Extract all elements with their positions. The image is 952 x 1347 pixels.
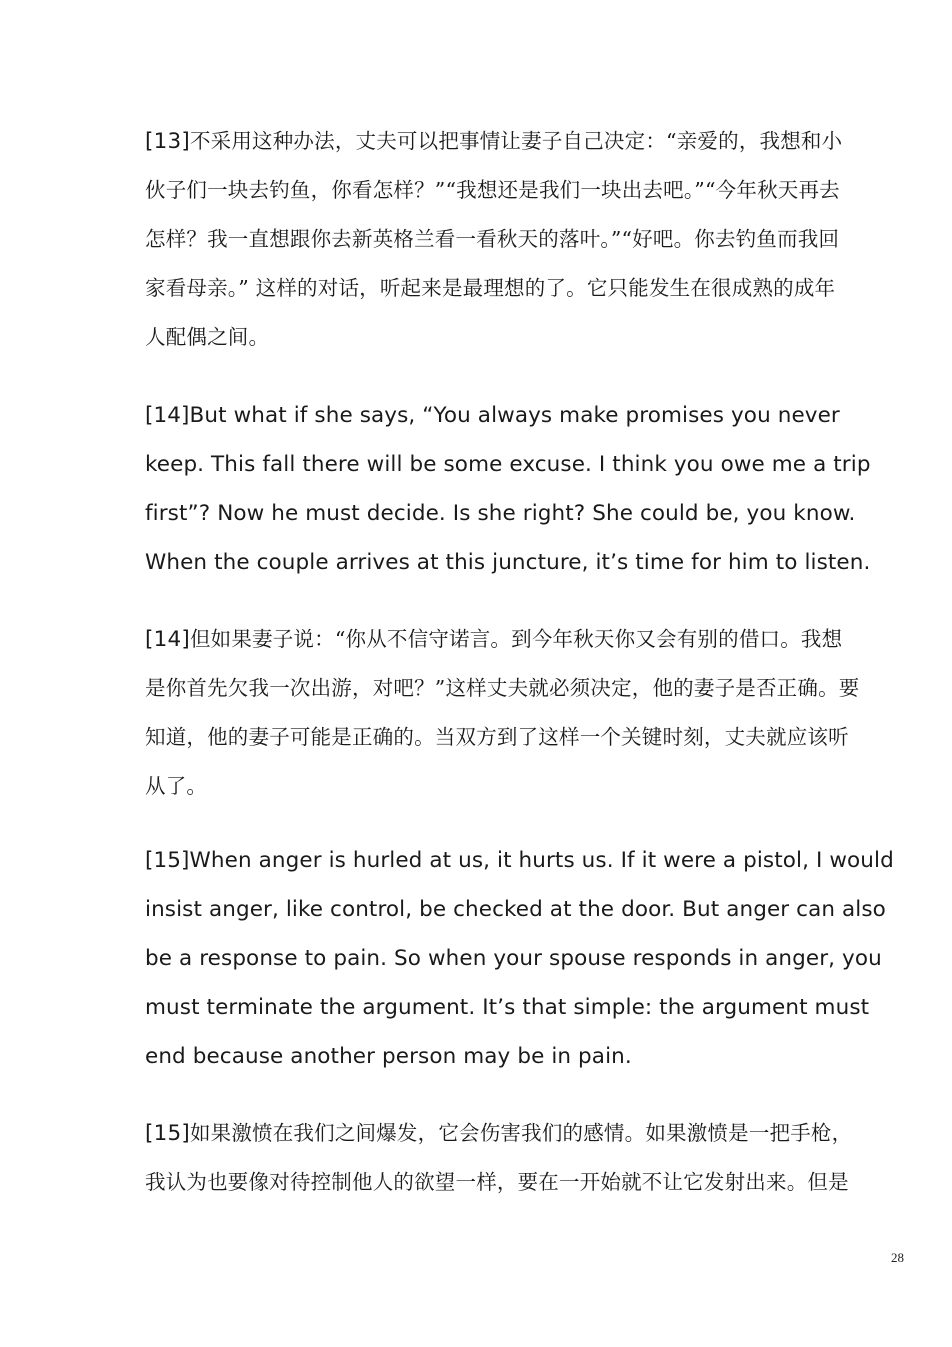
paragraph-line: 知道，他的妻子可能是正确的。当双方到了这样一个关键时刻，丈夫就应该听 — [145, 725, 849, 749]
paragraph-line: 怎样？我一直想跟你去新英格兰看一看秋天的落叶。”“好吧。你去钓鱼而我回 — [145, 227, 840, 251]
paragraph-line: [14]But what if she says, “You always make promises you never — [145, 403, 840, 428]
paragraph-line: 我认为也要像对待控制他人的欲望一样，要在一开始就不让它发射出来。但是 — [145, 1170, 849, 1194]
paragraph-line: end because another person may be in pain. — [145, 1044, 632, 1069]
paragraph-14-chinese — [145, 615, 910, 811]
paragraph-line: must terminate the argument. It’s that simple: the argument must — [145, 995, 870, 1020]
paragraph-14-english — [145, 391, 910, 587]
paragraph-line: [15]When anger is hurled at us, it hurts us. If it were a pistol, I would — [145, 848, 894, 873]
paragraph-line: 从了。 — [145, 774, 208, 798]
paragraph-13-chinese — [145, 117, 910, 362]
paragraph-tag: [15] — [145, 848, 190, 873]
paragraph-tag: [13] — [145, 129, 190, 154]
paragraph-line: When the couple arrives at this juncture, it’s time for him to listen. — [145, 550, 871, 575]
paragraph-15-chinese — [145, 1109, 910, 1207]
paragraph-line: insist anger, like control, be checked at the door. But anger can also — [145, 897, 886, 922]
paragraph-tag: [15] — [145, 1121, 190, 1146]
paragraph-line: 家看母亲。” 这样的对话，听起来是最理想的了。它只能发生在很成熟的成年 — [145, 276, 836, 300]
paragraph-line: keep. This fall there will be some excuse. I think you owe me a trip — [145, 452, 871, 477]
paragraph-line: 伙子们一块去钓鱼，你看怎样？”“我想还是我们一块出去吧。”“今年秋天再去 — [145, 178, 840, 202]
page-number: 28 — [891, 1250, 904, 1265]
paragraph-line: [15]如果激愤在我们之间爆发，它会伤害我们的感情。如果激愤是一把手枪， — [145, 1121, 853, 1146]
paragraph-line: [14]但如果妻子说：“你从不信守诺言。到今年秋天你又会有别的借口。我想 — [145, 627, 843, 652]
paragraph-tag: [14] — [145, 403, 190, 428]
paragraph-line: first”? Now he must decide. Is she right? She could be, you know. — [145, 501, 856, 526]
paragraph-tag: [14] — [145, 627, 190, 652]
paragraph-line: [13]不采用这种办法，丈夫可以把事情让妻子自己决定：“亲爱的，我想和小 — [145, 129, 843, 154]
paragraph-line: be a response to pain. So when your spouse responds in anger, you — [145, 946, 882, 971]
paragraph-line: 人配偶之间。 — [145, 325, 270, 349]
paragraph-15-english — [145, 836, 910, 1081]
paragraph-line: 是你首先欠我一次出游，对吧？”这样丈夫就必须决定，他的妻子是否正确。要 — [145, 676, 860, 700]
